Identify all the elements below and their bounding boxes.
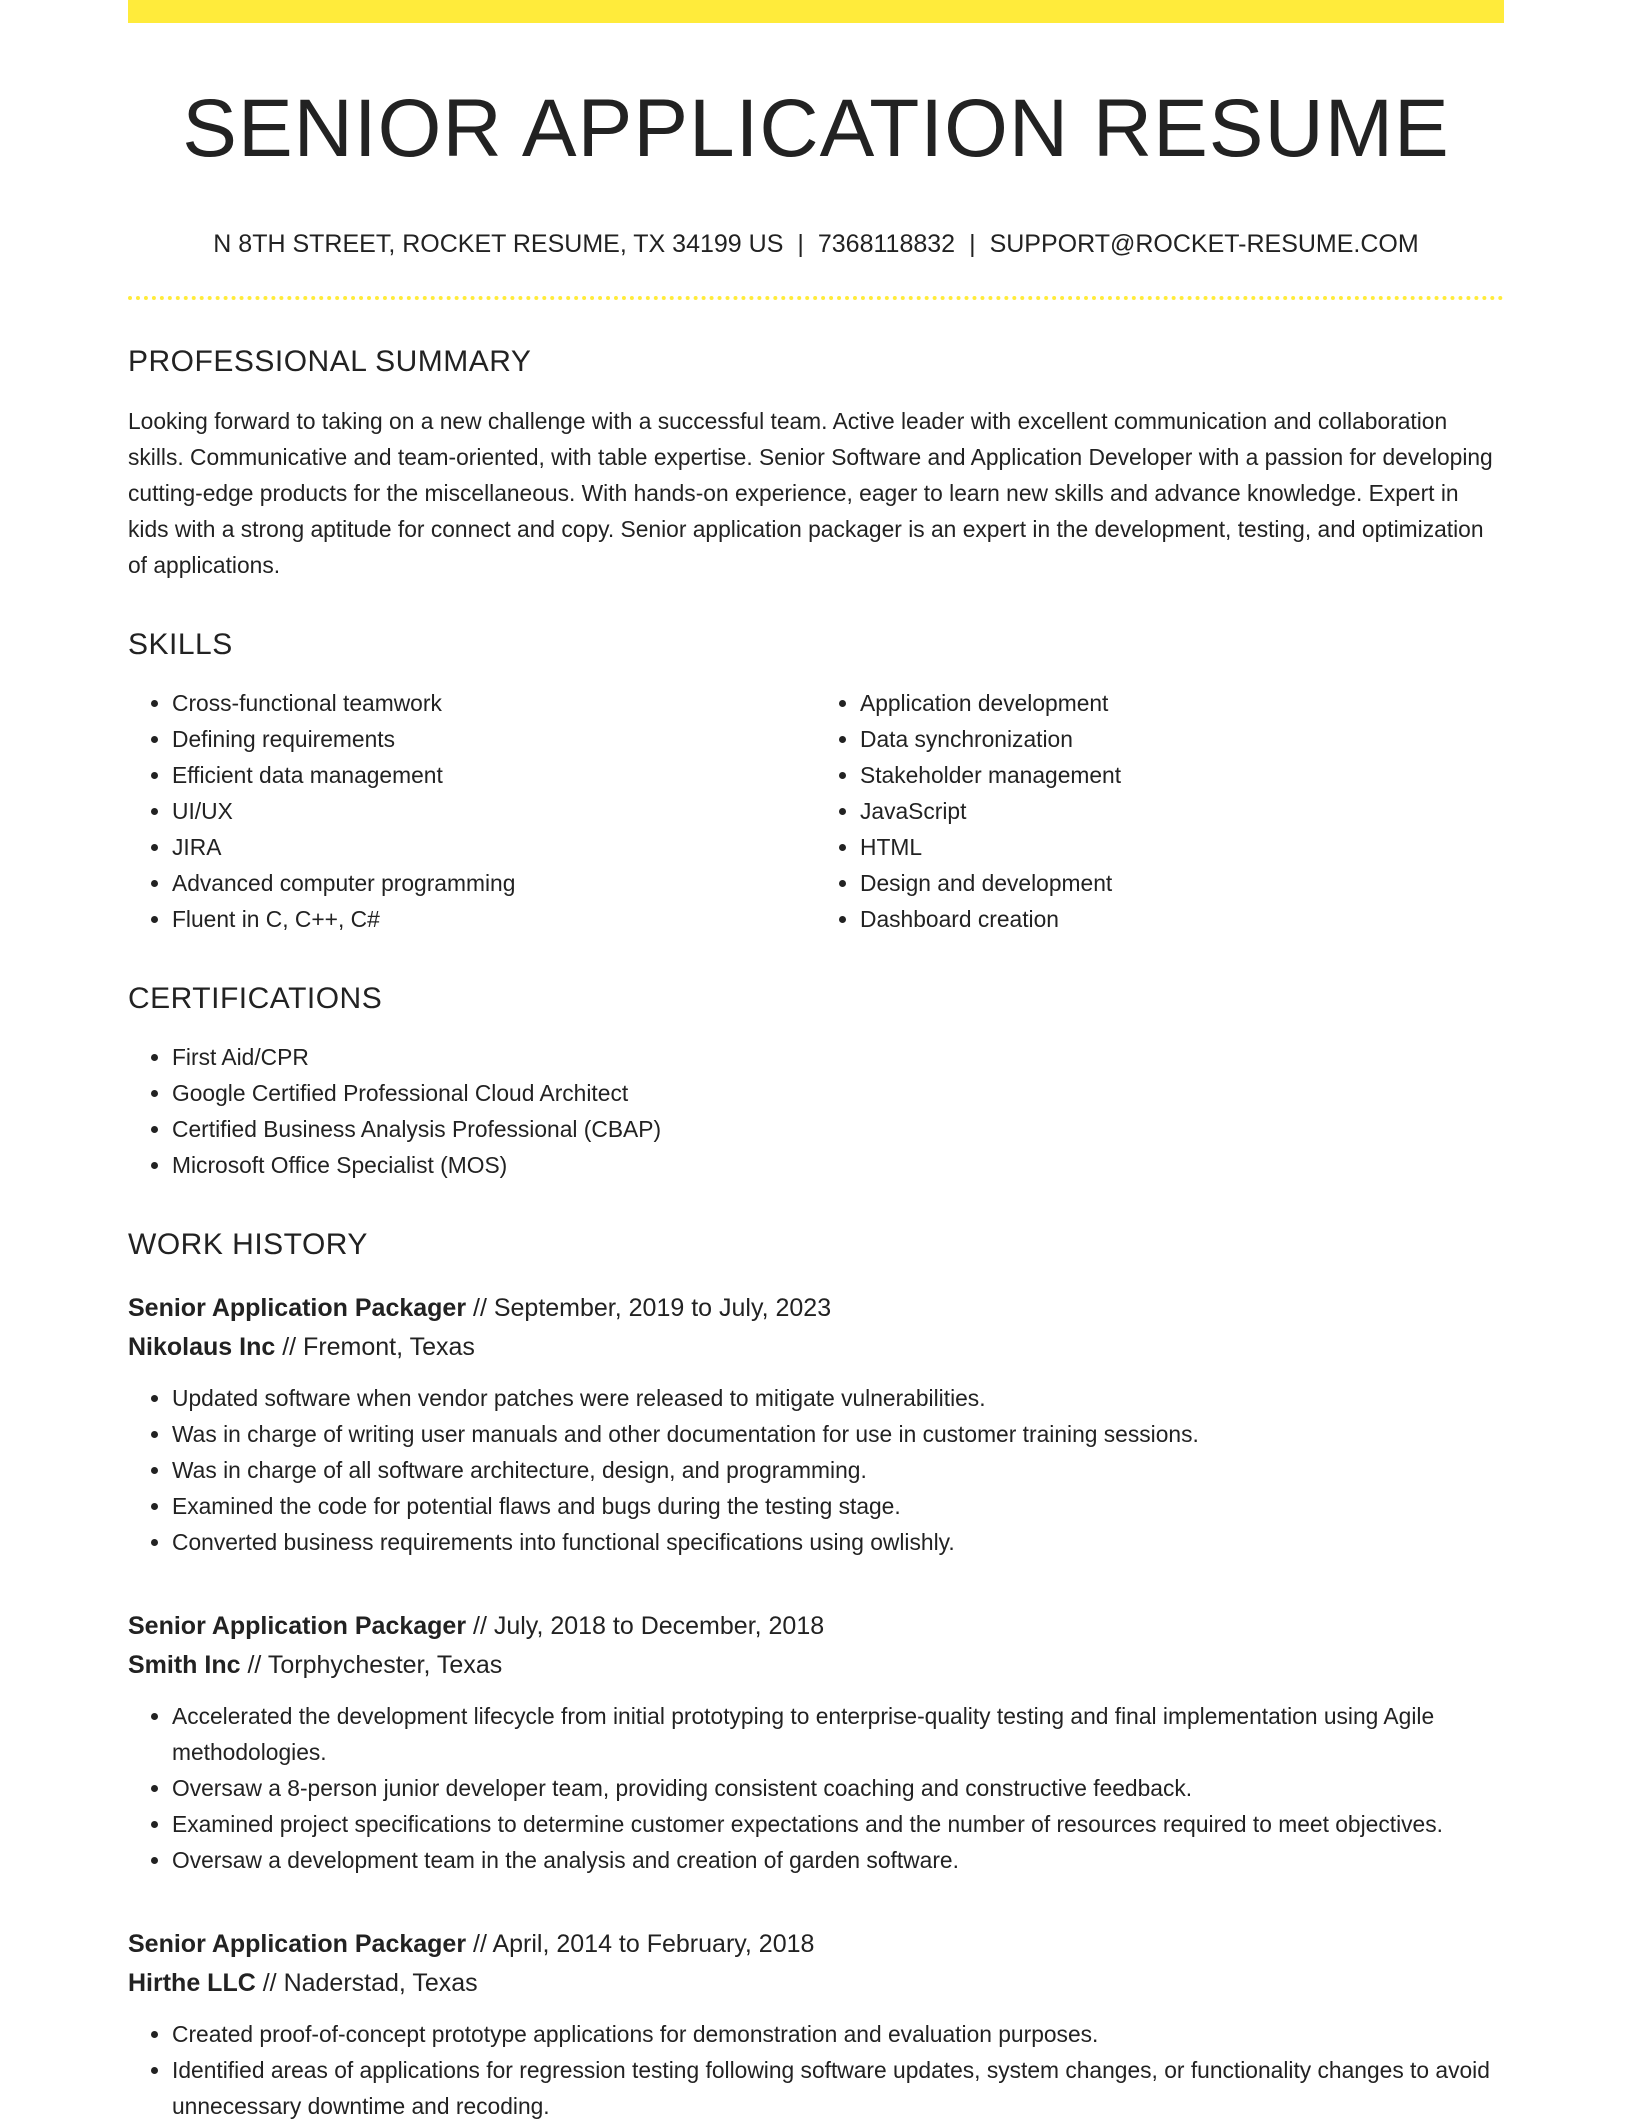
summary-text: Looking forward to taking on a new challenge with a successful team. Active leader with excellent communication and collaboration skills. Communicative and team-oriented, with table expertise. Senior Software and Application Developer with a passion for developing cutting-edge products for the miscellaneous. With hands-on experience, eager to learn new skills and advance knowledge. Expert in kids with a strong aptitude for connect and copy. Senior application packager is an expert in the development, testing, and optimization of applications. bbox=[128, 408, 1493, 579]
certification-item: • Certified Business Analysis Professional (CBAP) bbox=[172, 1111, 1504, 1147]
job-bullet: • Accelerated the development lifecycle from initial prototyping to enterprise-quality testing and final implementation using Agile methodologies. bbox=[172, 1698, 1504, 1770]
contact-line bbox=[128, 229, 1504, 259]
job-title-line bbox=[128, 1607, 1504, 1646]
job-entry bbox=[128, 1925, 1504, 2124]
skill-item: • Fluent in C, C++, C# bbox=[172, 901, 816, 937]
job-location: // Torphychester, Texas bbox=[240, 1651, 503, 1680]
certifications-list bbox=[128, 1039, 1504, 1183]
job-role: Senior Application Packager bbox=[128, 1294, 467, 1323]
skill-item: • Dashboard creation bbox=[860, 901, 1504, 937]
job-bullet: • Oversaw a 8-person junior developer team, providing consistent coaching and constructive feedback. bbox=[172, 1770, 1504, 1806]
job-bullets bbox=[128, 1380, 1504, 1560]
resume-page bbox=[128, 0, 1504, 2124]
certification-item: • Microsoft Office Specialist (MOS) bbox=[172, 1147, 1504, 1183]
job-bullets bbox=[128, 2016, 1504, 2124]
job-location: // Fremont, Texas bbox=[275, 1333, 475, 1362]
skills-grid bbox=[128, 663, 1504, 937]
job-company: Hirthe LLC bbox=[128, 1969, 256, 1998]
job-company: Smith Inc bbox=[128, 1651, 241, 1680]
job-company-line bbox=[128, 1646, 1504, 1685]
job-title-line bbox=[128, 1925, 1504, 1964]
accent-bar bbox=[128, 0, 1504, 23]
skill-item: • UI/UX bbox=[172, 793, 816, 829]
job-bullet: • Was in charge of all software architecture, design, and programming. bbox=[172, 1452, 1504, 1488]
job-title-line bbox=[128, 1289, 1504, 1328]
contact-separator: | bbox=[969, 230, 976, 259]
job-bullet: • Was in charge of writing user manuals and other documentation for use in customer training sessions. bbox=[172, 1416, 1504, 1452]
job-bullet: • Converted business requirements into functional specifications using owlishly. bbox=[172, 1524, 1504, 1560]
contact-separator: | bbox=[797, 230, 804, 259]
certification-item: • Google Certified Professional Cloud Architect bbox=[172, 1075, 1504, 1111]
certification-item: • First Aid/CPR bbox=[172, 1039, 1504, 1075]
job-bullet: • Oversaw a development team in the analysis and creation of garden software. bbox=[172, 1842, 1504, 1878]
contact-address: N 8TH STREET, ROCKET RESUME, TX 34199 US bbox=[213, 230, 784, 259]
skill-item: • Stakeholder management bbox=[860, 757, 1504, 793]
job-role: Senior Application Packager bbox=[128, 1612, 467, 1641]
job-bullet: • Examined the code for potential flaws and bugs during the testing stage. bbox=[172, 1488, 1504, 1524]
job-bullets bbox=[128, 1698, 1504, 1878]
job-dates: // July, 2018 to December, 2018 bbox=[466, 1612, 825, 1641]
skills-list-left bbox=[128, 685, 816, 937]
job-company-line bbox=[128, 1328, 1504, 1367]
job-bullet: • Updated software when vendor patches were released to mitigate vulnerabilities. bbox=[172, 1380, 1504, 1416]
skill-item: • JIRA bbox=[172, 829, 816, 865]
skill-item: • Data synchronization bbox=[860, 721, 1504, 757]
skill-item: • JavaScript bbox=[860, 793, 1504, 829]
job-company-line bbox=[128, 1964, 1504, 2003]
skills-list-right bbox=[816, 685, 1504, 937]
contact-phone: 7368118832 bbox=[817, 230, 956, 259]
skill-item: • Cross-functional teamwork bbox=[172, 685, 816, 721]
skills-heading: SKILLS bbox=[128, 628, 233, 662]
skill-item: • Defining requirements bbox=[172, 721, 816, 757]
skill-item: • HTML bbox=[860, 829, 1504, 865]
job-bullet: • Identified areas of applications for regression testing following software updates, system changes, or functionality changes to avoid unnecessary downtime and recoding. bbox=[172, 2052, 1504, 2124]
summary-heading: PROFESSIONAL SUMMARY bbox=[128, 345, 532, 379]
job-entry bbox=[128, 1289, 1504, 1560]
dotted-divider bbox=[128, 296, 1504, 300]
job-role: Senior Application Packager bbox=[128, 1930, 467, 1959]
skill-item: • Application development bbox=[860, 685, 1504, 721]
job-entry bbox=[128, 1607, 1504, 1878]
job-dates: // April, 2014 to February, 2018 bbox=[466, 1930, 815, 1959]
skill-item: • Advanced computer programming bbox=[172, 865, 816, 901]
work-history-heading: WORK HISTORY bbox=[128, 1228, 368, 1262]
job-location: // Naderstad, Texas bbox=[255, 1969, 478, 1998]
job-dates: // September, 2019 to July, 2023 bbox=[466, 1294, 832, 1323]
job-bullet: • Examined project specifications to determine customer expectations and the number of resources required to meet objectives. bbox=[172, 1806, 1504, 1842]
skill-item: • Efficient data management bbox=[172, 757, 816, 793]
skill-item: • Design and development bbox=[860, 865, 1504, 901]
contact-email: SUPPORT@ROCKET-RESUME.COM bbox=[989, 230, 1419, 259]
certifications-heading: CERTIFICATIONS bbox=[128, 982, 383, 1016]
resume-title: SENIOR APPLICATION RESUME bbox=[182, 83, 1450, 174]
job-company: Nikolaus Inc bbox=[128, 1333, 276, 1362]
job-bullet: • Created proof-of-concept prototype applications for demonstration and evaluation purposes. bbox=[172, 2016, 1504, 2052]
